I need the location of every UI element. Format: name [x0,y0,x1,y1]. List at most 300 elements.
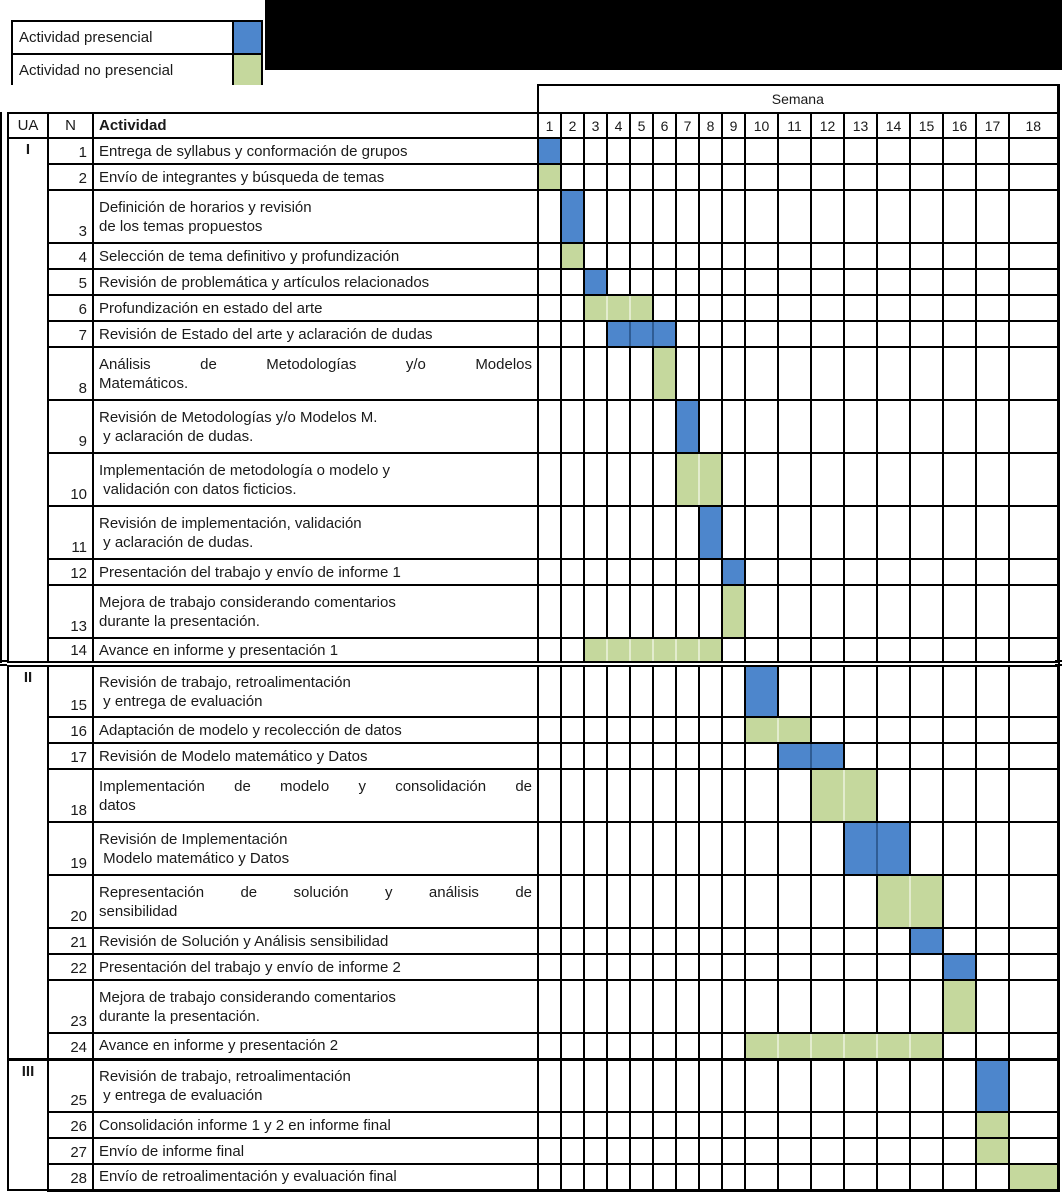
gantt-cell [910,1059,943,1112]
gantt-cell [722,295,745,321]
task-activity [93,1033,538,1059]
gantt-cell-filled [699,453,722,506]
task-number: 12 [48,559,93,585]
gantt-cell [1009,585,1058,638]
gantt-cell [844,453,877,506]
gantt-cell [877,954,910,980]
gantt-cell-filled [811,1033,844,1059]
task-activity-line: Implementación de modelo y consolidación de [99,777,533,795]
gantt-cell [844,1059,877,1112]
gantt-cell [943,453,976,506]
gantt-cell [1009,269,1058,295]
gantt-cell [653,664,676,717]
gantt-cell [653,295,676,321]
gantt-cell-filled [844,1033,877,1059]
gantt-cell [877,928,910,954]
task-activity-line: Revisión de Solución y Análisis sensibilidad [99,932,389,950]
no-presencial-color-swatch [232,55,261,86]
gantt-cell [676,347,699,400]
gantt-cell [910,190,943,243]
gantt-cell [630,1164,653,1190]
gantt-cell [584,1138,607,1164]
gantt-cell [699,400,722,453]
week-number-header: 10 [745,113,778,138]
gantt-cell [844,321,877,347]
gantt-cell [976,638,1009,664]
task-activity-line: Entrega de syllabus y conformación de grupos [99,142,408,160]
gantt-cell [976,954,1009,980]
gantt-cell [877,980,910,1033]
gantt-cell [976,928,1009,954]
gantt-cell [877,164,910,190]
gantt-cell [653,1033,676,1059]
gantt-cell [1009,928,1058,954]
gantt-cell [584,400,607,453]
gantt-cell [811,138,844,164]
gantt-cell [745,295,778,321]
gantt-cell [722,928,745,954]
gantt-cell [699,769,722,822]
gantt-cell [1009,138,1058,164]
task-row [8,295,1058,321]
task-activity [93,928,538,954]
task-activity [93,559,538,585]
task-row [8,980,1058,1033]
gantt-cell [699,1059,722,1112]
gantt-cell [844,559,877,585]
gantt-cell [910,1164,943,1190]
gantt-cell [584,585,607,638]
gantt-cell [561,453,584,506]
week-number-header: 5 [630,113,653,138]
gantt-cell [653,980,676,1033]
gantt-cell [1009,400,1058,453]
gantt-cell [976,743,1009,769]
task-activity [93,1059,538,1112]
gantt-cell [561,1138,584,1164]
gantt-cell [1009,638,1058,664]
gantt-cell [561,1164,584,1190]
task-row [8,506,1058,559]
gantt-cell [943,1059,976,1112]
gantt-cell [976,400,1009,453]
gantt-cell [877,453,910,506]
gantt-cell [976,190,1009,243]
gantt-cell [607,559,630,585]
gantt-cell [561,638,584,664]
task-number: 28 [48,1164,93,1190]
gantt-cell [584,1059,607,1112]
presencial-color-swatch [232,22,261,53]
gantt-cell [699,1033,722,1059]
gantt-cell [676,164,699,190]
gantt-cell [630,1033,653,1059]
gantt-cell [538,875,561,928]
gantt-cell [943,822,976,875]
gantt-cell [943,1164,976,1190]
gantt-cell-filled [976,1112,1009,1138]
gantt-cell [778,1059,811,1112]
gantt-cell [877,138,910,164]
gantt-cell [910,243,943,269]
gantt-cell-filled [943,980,976,1033]
gantt-cell-filled [630,295,653,321]
gantt-cell [778,243,811,269]
gantt-cell [722,1112,745,1138]
gantt-cell [538,980,561,1033]
task-row [8,1138,1058,1164]
gantt-cell [778,954,811,980]
gantt-cell [943,243,976,269]
gantt-cell [778,400,811,453]
gantt-cell [722,190,745,243]
outer-double-border-left [0,112,2,663]
task-row [8,1033,1058,1059]
task-activity [93,400,538,453]
gantt-cell [844,585,877,638]
task-activity [93,138,538,164]
gantt-cell-filled [676,453,699,506]
gantt-cell [538,559,561,585]
gantt-cell [877,769,910,822]
gantt-cell [538,506,561,559]
gantt-cell [844,190,877,243]
task-activity-line: Envío de integrantes y búsqueda de temas [99,168,385,186]
task-activity-line: y aclaración de dudas. [99,533,254,551]
gantt-cell [561,347,584,400]
task-number: 4 [48,243,93,269]
gantt-cell [877,243,910,269]
gantt-cell [1009,1059,1058,1112]
gantt-cell [607,243,630,269]
gantt-cell [811,954,844,980]
gantt-cell [1009,243,1058,269]
gantt-cell [722,164,745,190]
gantt-cell [943,321,976,347]
task-activity-line: validación con datos ficticios. [99,480,297,498]
task-activity [93,243,538,269]
gantt-cell-filled [976,1138,1009,1164]
gantt-cell [538,822,561,875]
gantt-cell [910,954,943,980]
gantt-cell [910,585,943,638]
gantt-cell [653,400,676,453]
task-activity-line: Revisión de implementación, validación [99,514,362,532]
gantt-cell [745,243,778,269]
task-activity [93,321,538,347]
week-number-header: 8 [699,113,722,138]
gantt-cell [538,321,561,347]
gantt-cell [722,638,745,664]
task-row [8,400,1058,453]
gantt-cell [778,1164,811,1190]
task-activity-line: Revisión de trabajo, retroalimentación [99,673,351,691]
task-activity [93,453,538,506]
gantt-cell [778,559,811,585]
task-number: 15 [48,664,93,717]
gantt-cell-filled [607,638,630,664]
gantt-cell [1009,980,1058,1033]
gantt-cell [1009,164,1058,190]
task-activity-line: Implementación de metodología o modelo y [99,461,391,479]
gantt-cell [699,164,722,190]
gantt-cell [722,1033,745,1059]
gantt-cell [676,295,699,321]
week-number-header: 6 [653,113,676,138]
gantt-cell [1009,190,1058,243]
gantt-cell [584,243,607,269]
task-row [8,875,1058,928]
gantt-cell [943,190,976,243]
task-row [8,585,1058,638]
gantt-cell-filled [561,190,584,243]
week-number-header: 3 [584,113,607,138]
gantt-cell [653,453,676,506]
week-number-header: 11 [778,113,811,138]
gantt-cell [584,321,607,347]
gantt-cell [607,1138,630,1164]
gantt-cell-filled [561,243,584,269]
task-activity-line: durante la presentación. [99,612,260,630]
gantt-cell [676,243,699,269]
gantt-cell [653,822,676,875]
gantt-cell [538,400,561,453]
gantt-cell [630,190,653,243]
task-row [8,954,1058,980]
gantt-cell [584,138,607,164]
gantt-cell [561,769,584,822]
gantt-cell [722,1164,745,1190]
gantt-cell [607,506,630,559]
gantt-cell [653,243,676,269]
task-activity-line: Revisión de Implementación [99,830,288,848]
gantt-cell [584,664,607,717]
gantt-cell [607,164,630,190]
gantt-cell-filled [584,269,607,295]
gantt-cell [584,1033,607,1059]
gantt-cell [630,1112,653,1138]
gantt-cell [722,1138,745,1164]
task-activity-line: Revisión de Modelo matemático y Datos [99,747,368,765]
gantt-cell [538,243,561,269]
gantt-cell [778,769,811,822]
gantt-cell [877,743,910,769]
gantt-cell-filled [844,822,877,875]
task-number: 22 [48,954,93,980]
gantt-cell [699,269,722,295]
week-number-header: 14 [877,113,910,138]
task-activity [93,638,538,664]
gantt-cell [630,559,653,585]
gantt-cell [811,1138,844,1164]
gantt-cell [722,954,745,980]
task-row [8,664,1058,717]
gantt-cell [811,243,844,269]
gantt-cell [976,269,1009,295]
task-row [8,1164,1058,1190]
gantt-cell [538,585,561,638]
gantt-cell [676,269,699,295]
task-row [8,164,1058,190]
task-row [8,743,1058,769]
task-activity [93,717,538,743]
gantt-cell [561,559,584,585]
task-activity [93,1138,538,1164]
gantt-cell [910,980,943,1033]
gantt-cell-filled [584,638,607,664]
gantt-cell [538,638,561,664]
gantt-cell [976,769,1009,822]
gantt-cell-filled [877,875,910,928]
task-activity [93,980,538,1033]
task-number: 21 [48,928,93,954]
gantt-cell [844,243,877,269]
task-activity-line: sensibilidad [99,902,178,920]
gantt-cell [1009,453,1058,506]
gantt-cell [1009,559,1058,585]
gantt-cell [722,269,745,295]
gantt-cell [699,717,722,743]
gantt-cell [844,717,877,743]
gantt-cell [561,321,584,347]
gantt-cell-filled [877,1033,910,1059]
gantt-cell [653,743,676,769]
gantt-cell [676,875,699,928]
gantt-cell [653,875,676,928]
task-activity-line: Matemáticos. [99,374,189,392]
gantt-cell [1009,954,1058,980]
gantt-cell [653,164,676,190]
gantt-cell [584,980,607,1033]
gantt-cell [910,638,943,664]
section-divider-right-stub [1055,660,1062,666]
gantt-cell [745,743,778,769]
gantt-cell [630,347,653,400]
gantt-cell [976,347,1009,400]
ua-section-label: III [8,1059,48,1190]
gantt-cell [561,717,584,743]
task-row [8,243,1058,269]
gantt-cell [877,190,910,243]
gantt-cell [811,506,844,559]
task-number: 16 [48,717,93,743]
task-activity-line: Presentación del trabajo y envío de informe 2 [99,958,401,976]
gantt-cell [745,164,778,190]
gantt-cell [607,980,630,1033]
gantt-cell [561,1033,584,1059]
week-number-header: 15 [910,113,943,138]
gantt-cell [943,347,976,400]
gantt-cell [877,400,910,453]
gantt-cell [976,585,1009,638]
task-activity-line: Profundización en estado del arte [99,299,323,317]
gantt-cell [745,269,778,295]
gantt-cell-filled [745,664,778,717]
gantt-cell [844,954,877,980]
gantt-cell [778,321,811,347]
gantt-cell [910,1112,943,1138]
gantt-cell [607,822,630,875]
gantt-cell [607,400,630,453]
gantt-cell [722,769,745,822]
gantt-cell [778,138,811,164]
gantt-cell [811,638,844,664]
gantt-cell [584,1164,607,1190]
semana-header-row [8,85,1058,113]
gantt-cell [676,559,699,585]
gantt-cell [943,269,976,295]
gantt-cell [910,400,943,453]
gantt-cell [778,875,811,928]
gantt-cell [811,164,844,190]
gantt-cell [630,400,653,453]
task-number: 27 [48,1138,93,1164]
task-activity [93,585,538,638]
gantt-cell [653,506,676,559]
gantt-cell [722,321,745,347]
gantt-cell [943,1033,976,1059]
gantt-cell [676,585,699,638]
gantt-cell [811,664,844,717]
gantt-cell-filled [607,321,630,347]
gantt-cell [976,1164,1009,1190]
gantt-cell [811,559,844,585]
gantt-cell [811,347,844,400]
task-number: 5 [48,269,93,295]
gantt-cell [607,453,630,506]
gantt-cell [699,1164,722,1190]
gantt-cell-filled [676,400,699,453]
gantt-cell [607,1164,630,1190]
gantt-cell [630,928,653,954]
gantt-cell [653,954,676,980]
gantt-cell-filled [778,717,811,743]
gantt-cell [653,1059,676,1112]
gantt-cell [778,453,811,506]
gantt-cell-filled [943,954,976,980]
gantt-cell [584,717,607,743]
gantt-cell-filled [778,1033,811,1059]
gantt-cell [653,717,676,743]
gantt-cell [607,138,630,164]
task-activity [93,1164,538,1190]
gantt-cell-filled [910,1033,943,1059]
gantt-cell [584,928,607,954]
gantt-cell [1009,664,1058,717]
gantt-cell [722,1059,745,1112]
gantt-cell [630,664,653,717]
task-row [8,321,1058,347]
gantt-cell [630,453,653,506]
gantt-cell [607,585,630,638]
gantt-cell [699,295,722,321]
task-activity-line: Consolidación informe 1 y 2 en informe final [99,1116,391,1134]
gantt-cell [745,638,778,664]
gantt-cell [699,347,722,400]
ua-section-label: II [8,664,48,1059]
gantt-cell [584,506,607,559]
gantt-cell [844,506,877,559]
week-number-header: 9 [722,113,745,138]
task-activity-line: de los temas propuestos [99,217,263,235]
gantt-cell [561,822,584,875]
gantt-cell [676,1138,699,1164]
gantt-cell [943,875,976,928]
gantt-cell [943,769,976,822]
gantt-cell [676,138,699,164]
gantt-cell [538,1164,561,1190]
gantt-cell [722,400,745,453]
